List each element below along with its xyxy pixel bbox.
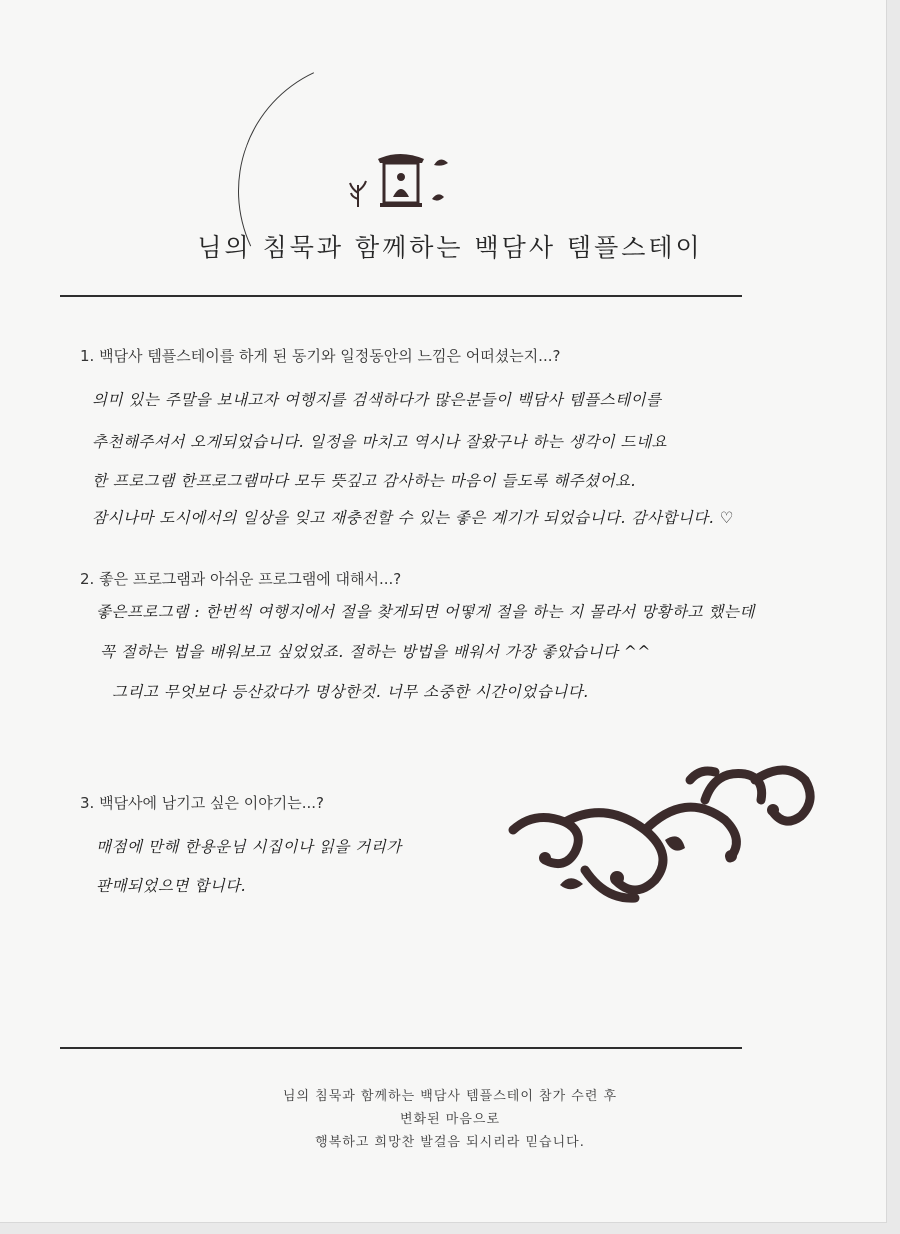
answer-1-line-4-text: 잠시나마 도시에서의 일상을 잊고 재충전할 수 있는 좋은 계기가 되었습니다. 감사합니다. (92, 509, 715, 527)
top-divider (60, 295, 742, 297)
answer-1-line-4 (92, 506, 734, 528)
question-1: 1. 백담사 템플스테이를 하게 된 동기와 일정동안의 느낌은 어떠셨는지...? (80, 347, 561, 365)
footer-line-3: 행복하고 희망찬 발걸음 되시리라 믿습니다. (315, 1135, 585, 1150)
answer-2-line-3: 그리고 무엇보다 등산갔다가 명상한것. 너무 소중한 시간이었습니다. (112, 683, 589, 701)
answer-3-line-1: 매점에 만해 한용운님 시집이나 읽을 거리가 (96, 838, 402, 856)
page-title: 님의 침묵과 함께하는 백담사 템플스테이 (197, 233, 703, 262)
footer-line-1: 님의 침묵과 함께하는 백담사 템플스테이 참가 수련 후 (282, 1089, 618, 1104)
temple-logo-icon (348, 145, 453, 215)
answer-1-line-3: 한 프로그램 한프로그램마다 모두 뜻깊고 감사하는 마음이 들도록 해주셨어요. (92, 472, 636, 490)
bottom-divider (60, 1047, 742, 1049)
question-3: 3. 백담사에 남기고 싶은 이야기는...? (80, 794, 325, 812)
answer-2-line-2: 꼭 절하는 법을 배워보고 싶었었죠. 절하는 방법을 배워서 가장 좋았습니다 ^^ (100, 643, 651, 661)
answer-2-line-1: 좋은프로그램 : 한번씩 여행지에서 절을 찾게되면 어떻게 절을 하는 지 몰라서 망황하고 했는데 (96, 603, 755, 621)
question-2: 2. 좋은 프로그램과 아쉬운 프로그램에 대해서...? (80, 570, 402, 588)
answer-3-line-2: 판매되었으면 합니다. (96, 877, 247, 895)
answer-1-line-2: 추천해주셔서 오게되었습니다. 일정을 마치고 역시나 잘왔구나 하는 생각이 드네요 (92, 433, 667, 451)
footer-line-2: 변화된 마음으로 (399, 1112, 501, 1127)
floral-ornament-icon (505, 760, 817, 910)
answer-1-line-1: 의미 있는 주말을 보내고자 여행지를 검색하다가 많은분들이 백담사 템플스테이를 (92, 391, 662, 409)
heart-icon: ♡ (719, 509, 734, 527)
